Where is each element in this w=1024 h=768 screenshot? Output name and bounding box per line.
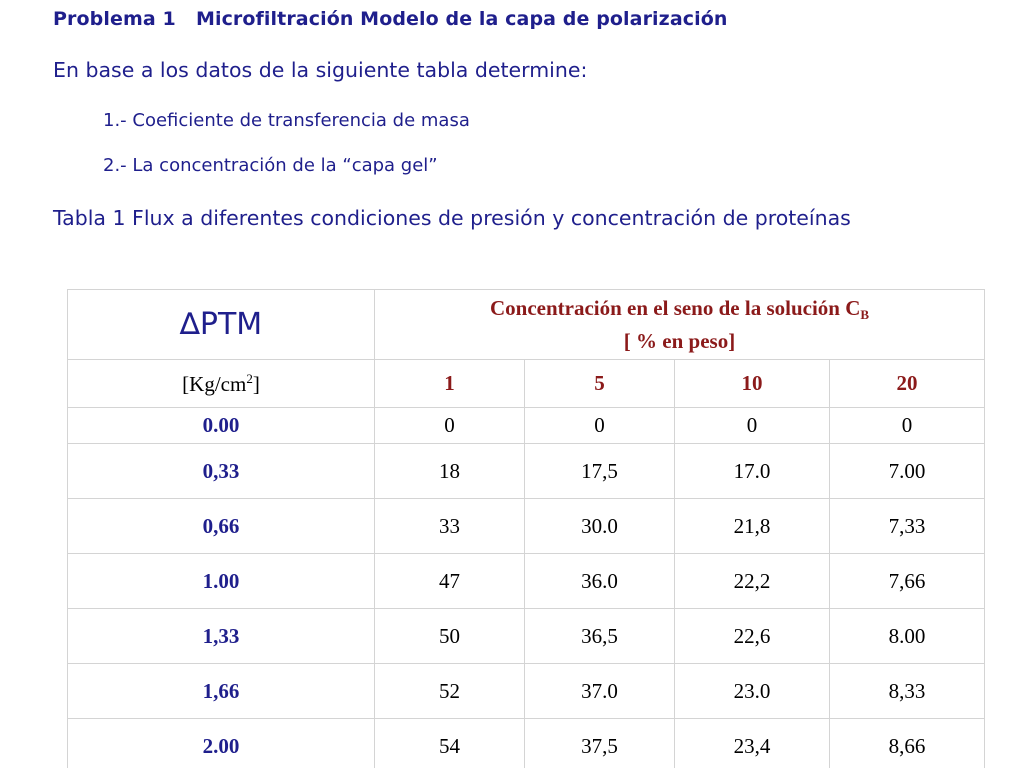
ptm-value: 1.00 [68, 554, 375, 609]
flux-value: 30.0 [525, 499, 675, 554]
flux-value: 21,8 [675, 499, 830, 554]
flux-value: 23.0 [675, 664, 830, 719]
ptm-value: 0,33 [68, 444, 375, 499]
flux-value: 0 [375, 408, 525, 444]
task-item-2: 2.- La concentración de la “capa gel” [103, 155, 438, 176]
table-row [68, 719, 985, 768]
flux-value: 0 [830, 408, 985, 444]
flux-value: 47 [375, 554, 525, 609]
flux-value: 7,66 [830, 554, 985, 609]
concentration-value: 5 [525, 360, 675, 408]
flux-value: 22,2 [675, 554, 830, 609]
concentration-value: 20 [830, 360, 985, 408]
table-row [68, 444, 985, 499]
flux-value: 7.00 [830, 444, 985, 499]
table-caption: Tabla 1 Flux a diferentes condiciones de presión y concentración de proteínas [53, 206, 851, 230]
ptm-unit-exponent: 2 [246, 370, 253, 386]
flux-value: 54 [375, 719, 525, 768]
task-item-1: 1.- Coeficiente de transferencia de masa [103, 110, 470, 131]
flux-value: 17.0 [675, 444, 830, 499]
flux-value: 37,5 [525, 719, 675, 768]
flux-value: 33 [375, 499, 525, 554]
flux-value: 17,5 [525, 444, 675, 499]
flux-value: 52 [375, 664, 525, 719]
flux-table [67, 289, 985, 768]
flux-value: 36,5 [525, 609, 675, 664]
ptm-value: 0.00 [68, 408, 375, 444]
ptm-unit-close: ] [252, 371, 260, 396]
problem-intro: En base a los datos de la siguiente tabla determine: [53, 58, 588, 82]
flux-value: 50 [375, 609, 525, 664]
concentration-value: 1 [375, 360, 525, 408]
flux-value: 0 [525, 408, 675, 444]
flux-value: 23,4 [675, 719, 830, 768]
ptm-label: PTM [199, 307, 263, 342]
flux-value: 36.0 [525, 554, 675, 609]
flux-value: 0 [675, 408, 830, 444]
flux-value: 37.0 [525, 664, 675, 719]
table-row [68, 554, 985, 609]
table-header-row [68, 290, 985, 360]
flux-value: 8,33 [830, 664, 985, 719]
ptm-value: 0,66 [68, 499, 375, 554]
ptm-value: 2.00 [68, 719, 375, 768]
table-row [68, 499, 985, 554]
concentration-header [375, 290, 985, 360]
table-row [68, 664, 985, 719]
flux-value: 8,66 [830, 719, 985, 768]
table-row [68, 408, 985, 444]
ptm-unit-text: [Kg/cm [182, 371, 247, 396]
flux-value: 22,6 [675, 609, 830, 664]
ptm-value: 1,33 [68, 609, 375, 664]
concentration-subscript: B [860, 306, 870, 322]
flux-value: 7,33 [830, 499, 985, 554]
table-units-row [68, 360, 985, 408]
flux-value: 18 [375, 444, 525, 499]
problem-title: Problema 1 Microfiltración Modelo de la capa de polarización [53, 8, 728, 30]
concentration-unit: [ % en peso] [623, 328, 736, 353]
flux-value: 8.00 [830, 609, 985, 664]
ptm-value: 1,66 [68, 664, 375, 719]
concentration-value: 10 [675, 360, 830, 408]
ptm-unit [68, 360, 375, 408]
concentration-title: Concentración en el seno de la solución C [489, 295, 861, 320]
delta-symbol: ∆ [179, 307, 200, 342]
ptm-header [68, 290, 375, 360]
table-row [68, 609, 985, 664]
